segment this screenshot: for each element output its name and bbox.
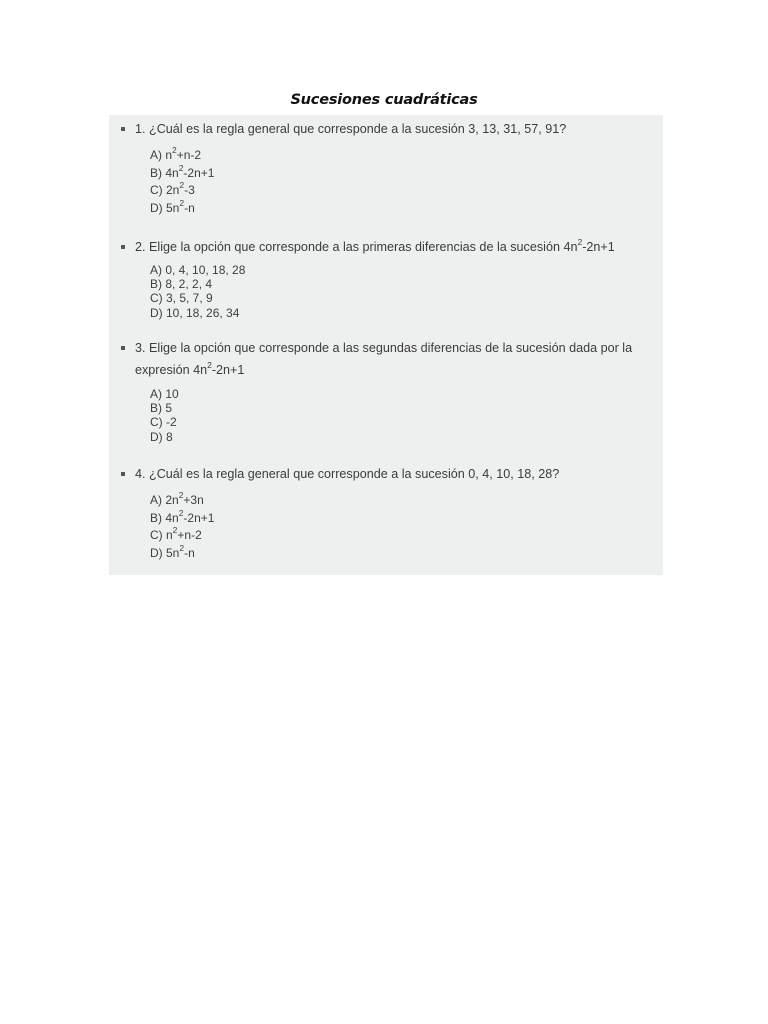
- option-c[interactable]: C) $2n^2-3$: [150, 180, 195, 197]
- option-c[interactable]: C) -2: [150, 415, 177, 430]
- question-number: 4.: [135, 467, 146, 481]
- question-1-options: [109, 147, 663, 217]
- question-1: [109, 121, 663, 217]
- question-2-options: [109, 263, 663, 320]
- option-a[interactable]: A) $n^2+n-2$: [150, 145, 202, 162]
- question-text: Elige la opción que corresponde a las primeras diferencias de la sucesión $4n^2-2n+1$: [149, 236, 615, 254]
- option-a[interactable]: A) $2n^2+3n$: [150, 490, 204, 507]
- option-c[interactable]: C) $n^2+n-2$: [150, 525, 202, 542]
- option-c[interactable]: C) 3, 5, 7, 9: [150, 291, 213, 306]
- question-4: [109, 466, 663, 562]
- question-3-stem-line-2: expresión $4n^2-2n+1$: [135, 359, 245, 377]
- question-1-stem: [109, 121, 663, 137]
- question-text: ¿Cuál es la regla general que corresponde a la sucesión 0, 4, 10, 18, 28?: [149, 467, 560, 481]
- question-text: ¿Cuál es la regla general que corresponde a la sucesión 3, 13, 31, 57, 91?: [149, 122, 567, 136]
- bullet-icon: [121, 127, 125, 131]
- bullet-icon: [121, 472, 125, 476]
- question-number: 1.: [135, 122, 146, 136]
- option-d[interactable]: D) 8: [150, 429, 173, 444]
- option-b[interactable]: B) $4n^2-2n+1$: [150, 507, 215, 525]
- option-b[interactable]: B) 8, 2, 2, 4: [150, 277, 213, 292]
- option-b[interactable]: B) $4n^2-2n+1$: [150, 162, 215, 180]
- option-a[interactable]: A) 0, 4, 10, 18, 28: [150, 263, 246, 277]
- question-4-stem: [109, 466, 663, 482]
- option-d[interactable]: D) $5n^2-n$: [150, 197, 195, 215]
- option-d[interactable]: D) 10, 18, 26, 34: [150, 305, 240, 320]
- option-d[interactable]: D) $5n^2-n$: [150, 542, 195, 560]
- question-number: 2.: [135, 240, 146, 254]
- question-3-options: [109, 387, 663, 444]
- question-number: 3.: [135, 341, 146, 355]
- question-text: Elige la opción que corresponde a las segundas diferencias de la sucesión dada por la: [149, 341, 633, 355]
- bullet-icon: [121, 346, 125, 350]
- option-a[interactable]: A) 10: [150, 387, 179, 401]
- document-title: Sucesiones cuadráticas: [290, 92, 478, 108]
- option-b[interactable]: B) 5: [150, 401, 173, 416]
- question-4-options: [109, 492, 663, 562]
- question-2-stem: [109, 236, 663, 255]
- question-3: [109, 340, 663, 444]
- bullet-icon: [121, 245, 125, 249]
- question-2: [109, 236, 663, 320]
- question-3-stem-line-1: [109, 340, 663, 356]
- quiz-panel: [109, 115, 663, 575]
